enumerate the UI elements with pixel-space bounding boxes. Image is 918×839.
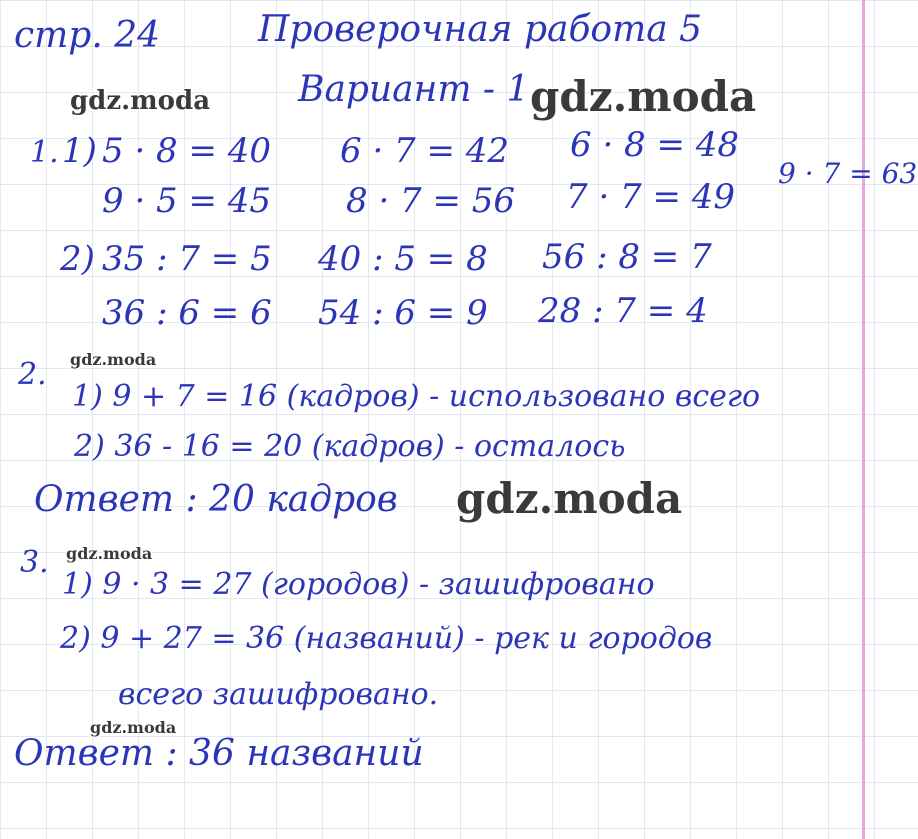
task1-expr-6x7: 6 · 7 = 42 [340, 131, 510, 171]
watermark-logo: gdz.moda [70, 86, 211, 116]
task1-expr-9x7: 9 · 7 = 63 [778, 157, 918, 190]
watermark-logo: gdz.moda [66, 544, 153, 563]
margin-line [862, 0, 865, 839]
task1-part2-label: 2) [60, 239, 95, 279]
watermark-logo: gdz.moda [70, 350, 157, 369]
task1-expr-8x7: 8 · 7 = 56 [346, 181, 516, 221]
task1-expr-54div6: 54 : 6 = 9 [318, 293, 488, 333]
task2-answer: Ответ : 20 кадров [34, 479, 398, 520]
task1-expr-35div7: 35 : 7 = 5 [102, 239, 272, 279]
task1-expr-7x7: 7 · 7 = 49 [566, 177, 736, 217]
task1-part1-label: 1) [62, 131, 97, 171]
task3-step2: 2) 9 + 27 = 36 (названий) - рек и городов [60, 621, 713, 656]
variant-label: Вариант - 1 [298, 69, 530, 110]
task1-expr-56div8: 56 : 8 = 7 [542, 237, 712, 277]
work-title: Проверочная работа 5 [258, 9, 703, 50]
task1-expr-36div6: 36 : 6 = 6 [102, 293, 272, 333]
page-reference: стр. 24 [14, 15, 161, 56]
watermark-logo: gdz.moda [456, 474, 683, 523]
task1-expr-9x5: 9 · 5 = 45 [102, 181, 272, 221]
task3-step2-continued: всего зашифровано. [118, 677, 439, 712]
task3-number: 3. [20, 545, 49, 580]
task1-expr-5x8: 5 · 8 = 40 [102, 131, 272, 171]
watermark-logo: gdz.moda [530, 72, 757, 121]
task1-expr-40div5: 40 : 5 = 8 [318, 239, 488, 279]
task2-step1: 1) 9 + 7 = 16 (кадров) - использовано всего [72, 379, 761, 414]
task3-step1: 1) 9 · 3 = 27 (городов) - зашифровано [62, 567, 655, 602]
task2-step2: 2) 36 - 16 = 20 (кадров) - осталось [74, 429, 626, 464]
task1-number: 1. [30, 135, 59, 170]
task3-answer: Ответ : 36 названий [14, 733, 424, 774]
task2-number: 2. [18, 357, 47, 392]
task1-expr-28div7: 28 : 7 = 4 [538, 291, 708, 331]
task1-expr-6x8: 6 · 8 = 48 [570, 125, 740, 165]
watermark-logo: gdz.moda [90, 718, 177, 737]
